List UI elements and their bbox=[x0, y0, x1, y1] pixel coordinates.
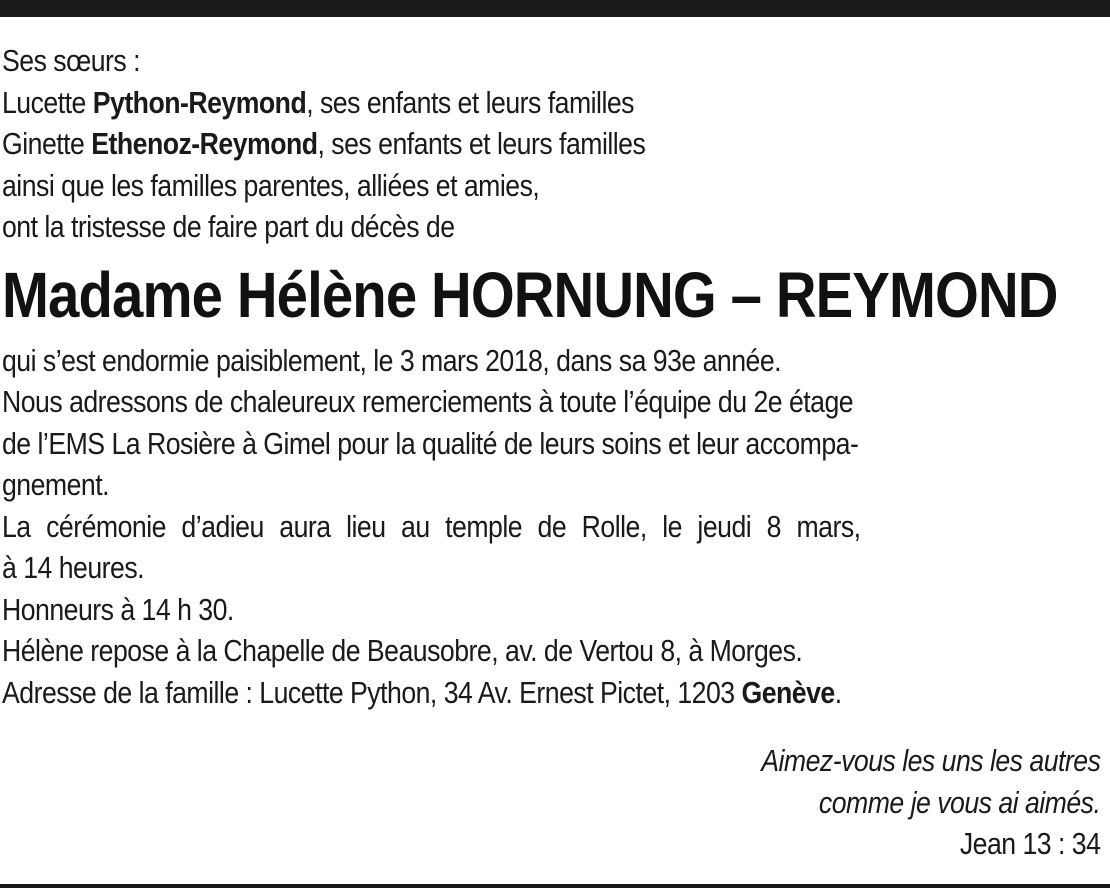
body-line-thanks-3: gnement. bbox=[2, 467, 110, 502]
body-line-honours: Honneurs à 14 h 30. bbox=[2, 591, 234, 627]
notice-content bbox=[2, 40, 1102, 713]
intro-line-ginette: Ginette Ethenoz-Reymond, ses enfants et leurs familles bbox=[2, 126, 646, 161]
body-line-thanks-1: Nous adressons de chaleureux remerciements à toute l’équipe du 2e étage bbox=[2, 384, 854, 419]
deceased-name-heading: Madame Hélène HORNUNG – REYMOND bbox=[2, 258, 1058, 331]
body-line-thanks-2: de l’EMS La Rosière à Gimel pour la qualité de leurs soins et leur accompa- bbox=[2, 425, 859, 461]
quote-line-1: Aimez-vous les uns les autres bbox=[760, 743, 1100, 778]
quote-reference: Jean 13 : 34 bbox=[959, 826, 1100, 861]
bible-quote bbox=[706, 740, 1100, 865]
intro-line-sisters: Ses sœurs : bbox=[2, 43, 141, 78]
family-name-python-reymond: Python-Reymond bbox=[92, 84, 307, 120]
body-line-ceremony-1: La cérémonie d’adieu aura lieu au temple de Rolle, le jeudi 8 mars, bbox=[2, 508, 861, 544]
family-name-ethenoz-reymond: Ethenoz-Reymond bbox=[91, 126, 318, 161]
body-line-passing: qui s’est endormie paisiblement, le 3 mars 2018, dans sa 93e année. bbox=[2, 342, 782, 378]
quote-line-2: comme je vous ai aimés. bbox=[818, 784, 1100, 820]
intro-line-lucette: Lucette Python-Reymond, ses enfants et leurs familles bbox=[2, 84, 634, 120]
intro-line-announcement: ont la tristesse de faire part du décès de bbox=[2, 209, 455, 244]
top-rule bbox=[0, 0, 1110, 17]
bottom-rule bbox=[0, 884, 1110, 888]
body-block bbox=[2, 340, 1102, 714]
city-geneve: Genève bbox=[741, 674, 835, 710]
intro-block bbox=[2, 40, 1102, 248]
body-line-address: Adresse de la famille : Lucette Python, 34 Av. Ernest Pictet, 1203 Genève. bbox=[2, 674, 842, 710]
intro-line-families: ainsi que les familles parentes, alliées et amies, bbox=[2, 167, 540, 203]
body-line-repose: Hélène repose à la Chapelle de Beausobre, av. de Vertou 8, à Morges. bbox=[2, 633, 803, 668]
body-line-ceremony-2: à 14 heures. bbox=[2, 550, 145, 585]
